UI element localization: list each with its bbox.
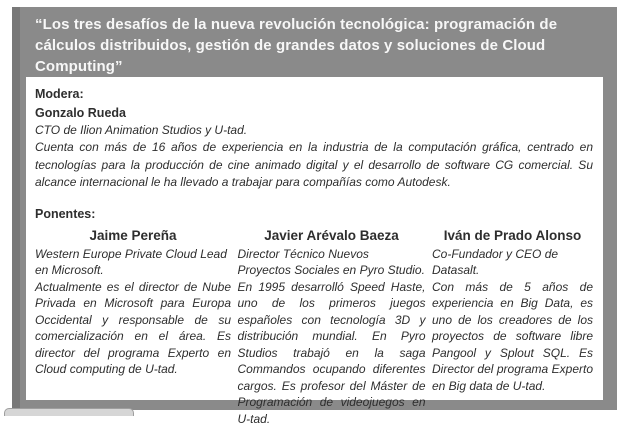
speaker-role: Western Europe Private Cloud Lead en Microsoft. <box>35 246 231 279</box>
speaker-card <box>238 228 426 427</box>
speaker-card <box>432 228 593 427</box>
speaker-card <box>35 228 231 427</box>
speakers-columns <box>35 228 593 427</box>
speaker-role: Director Técnico Nuevos Proyectos Sociales en Pyro Studio. <box>238 246 426 279</box>
speaker-bio: Con más de 5 años de experiencia en Big Data, es uno de los creadores de los proyectos de software libre Pangool y Splout SQL. Es Director del programa Experto en Big data de U-tad. <box>432 279 593 395</box>
moderator-bio: Cuenta con más de 16 años de experiencia en la industria de la computación gráfica, centrado en tecnologías para la producción de cine animado digital y el desarrollo de software CG comercial. Su alcance internacional le ha llevado a trabajar para compañías como Autodesk. <box>35 139 593 192</box>
speaker-bio: Actualmente es el director de Nube Privada en Microsoft para Europa Occidental y responsable de su comercialización en el área. Es director del programa Experto en Cloud computing de U-tad. <box>35 279 231 378</box>
slide-background <box>20 7 617 410</box>
speaker-role: Co-Fundador y CEO de Datasalt. <box>432 246 593 279</box>
moderator-role: CTO de Ilion Animation Studios y U-tad. <box>35 122 593 139</box>
peeking-window-tab[interactable] <box>4 408 134 416</box>
moderator-name: Gonzalo Rueda <box>35 106 593 120</box>
session-title: “Los tres desafíos de la nueva revolución tecnológica: programación de cálculos distribuidos, gestión de grandes datos y soluciones de Cloud Computing” <box>35 14 575 77</box>
moderator-heading: Modera: <box>35 87 593 101</box>
speaker-name: Iván de Prado Alonso <box>432 228 593 243</box>
speaker-bio: En 1995 desarrolló Speed Haste, uno de los primeros juegos españoles con tecnología 3D y distribución mundial. En Pyro Studios trabajó en la saga Commandos ocupando diferentes cargos. Es profesor del Máster de Programación de videojuegos en U-tad. <box>238 279 426 427</box>
moderator-section <box>35 87 593 192</box>
speaker-name: Javier Arévalo Baeza <box>238 228 426 243</box>
content-panel <box>26 77 603 400</box>
speakers-heading: Ponentes: <box>35 207 593 221</box>
speaker-name: Jaime Pereña <box>35 228 231 243</box>
